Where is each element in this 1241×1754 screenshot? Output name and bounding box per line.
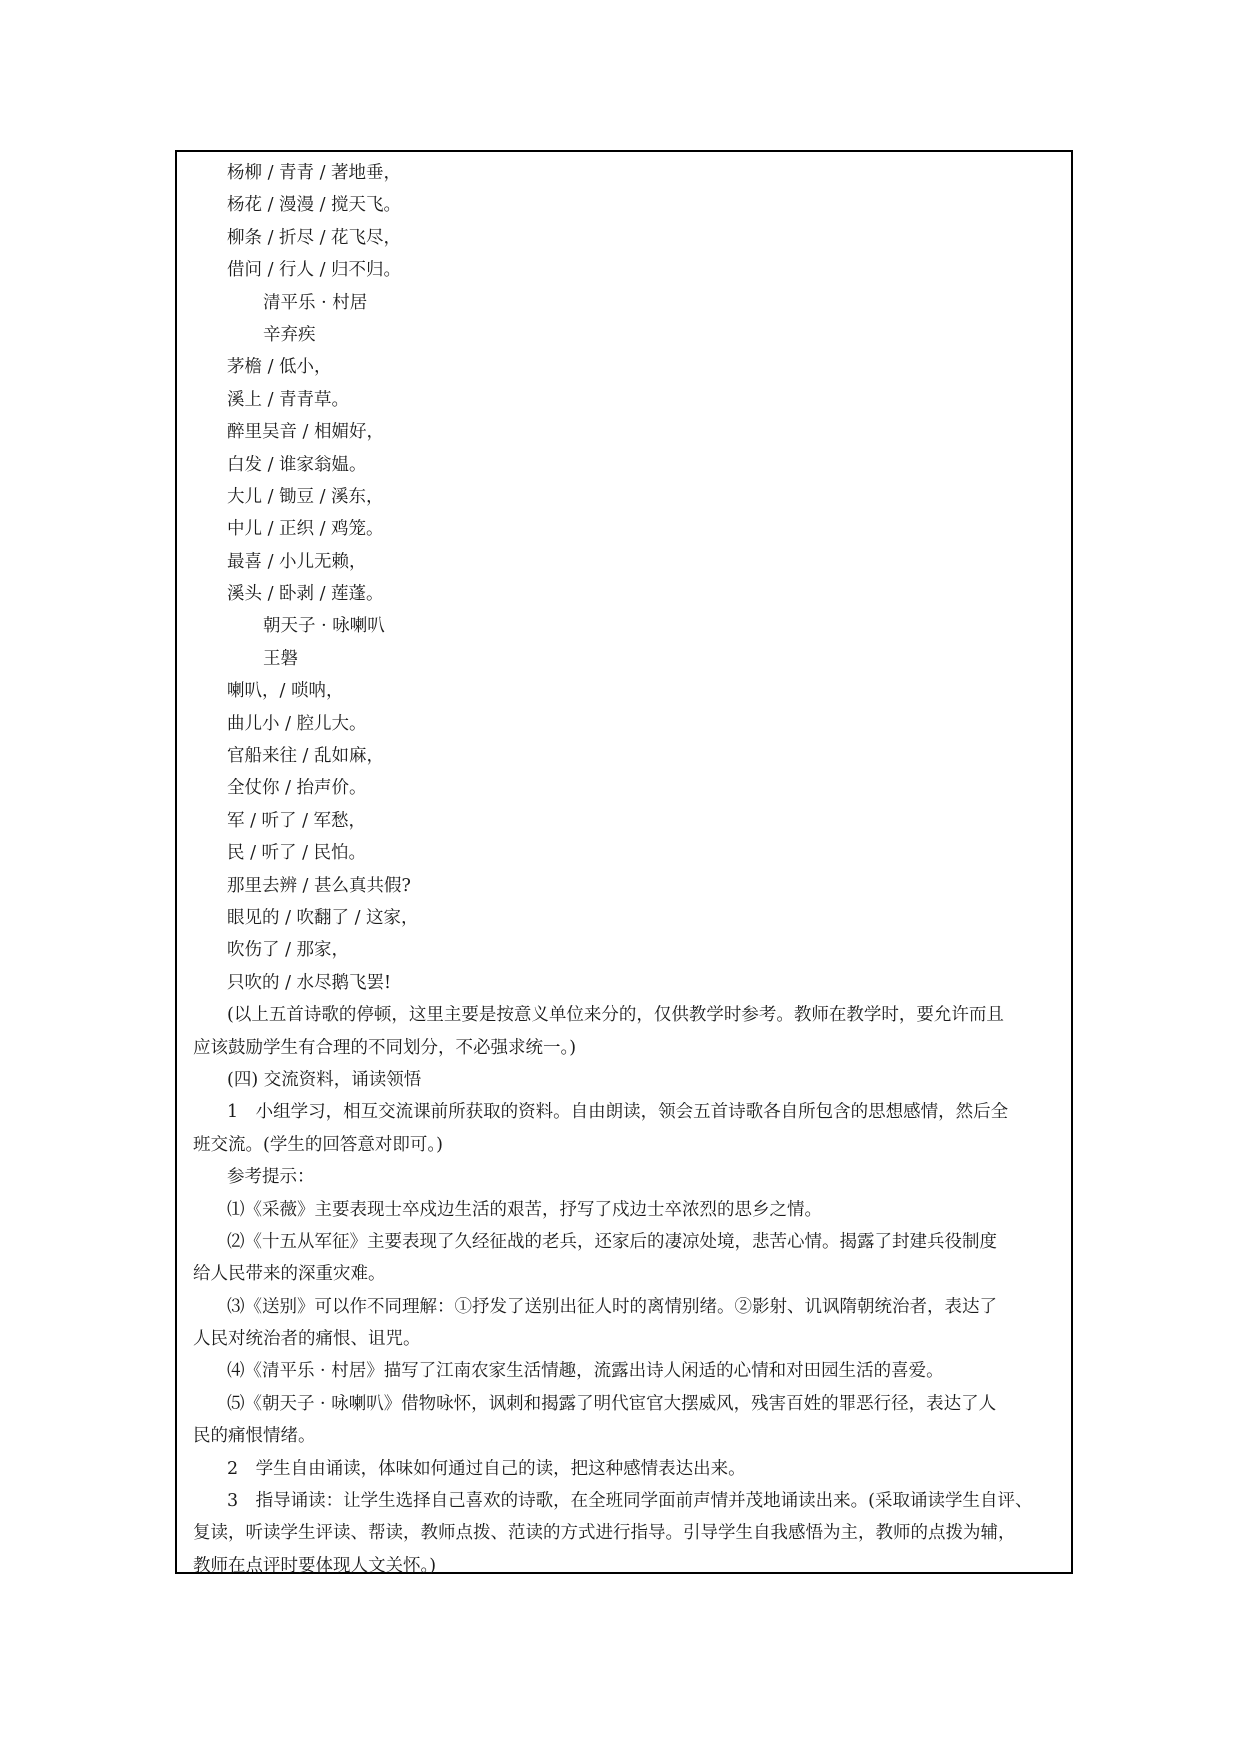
poem-line: 溪上 / 青青草。	[227, 389, 350, 410]
poem-line: 军 / 听了 / 军愁，	[227, 810, 367, 831]
poem-line: 杨柳 / 青青 / 著地垂，	[227, 163, 402, 183]
step-paragraph: 教师在点评时要体现人文关怀。)	[193, 1555, 437, 1576]
poem-line: 喇叭，/ 唢呐，	[227, 681, 344, 702]
poem-line: 溪头 / 卧剥 / 莲蓬。	[227, 584, 384, 605]
table-cell-frame	[175, 150, 1073, 1574]
hint-item: ⑸《朝天子 · 咏喇叭》借物咏怀，讽刺和揭露了明代宦官大摆威风，残害百姓的罪恶行径，表达了人	[227, 1393, 997, 1414]
hint-item: 民的痛恨情绪。	[193, 1426, 316, 1447]
note-paragraph: (以上五首诗歌的停顿，这里主要是按意义单位来分的，仅供教学时参考。教师在教学时，要允许而且	[227, 1005, 1004, 1026]
hint-item: ⑷《清平乐 · 村居》描写了江南农家生活情趣，流露出诗人闲适的心情和对田园生活的喜爱。	[227, 1361, 944, 1382]
note-paragraph: 应该鼓励学生有合理的不同划分，不必强求统一。)	[193, 1037, 577, 1058]
poem-line: 全仗你 / 抬声价。	[227, 778, 367, 799]
lesson-content	[193, 157, 1059, 1582]
poem-line: 白发 / 谁家翁媪。	[227, 454, 367, 475]
poem-title: 清平乐 · 村居	[263, 292, 368, 313]
step-paragraph: 班交流。(学生的回答意对即可。)	[193, 1134, 443, 1155]
poem-line: 曲儿小 / 腔儿大。	[227, 713, 367, 734]
poem-author: 辛弃疾	[263, 324, 316, 345]
poem-line: 大儿 / 锄豆 / 溪东，	[227, 486, 384, 507]
step-paragraph: 1 小组学习，相互交流课前所获取的资料。自由朗读，领会五首诗歌各自所包含的思想感情，然后全	[227, 1102, 1009, 1123]
step-paragraph: 复读，听读学生评读、帮读，教师点拨、范读的方式进行指导。引导学生自我感悟为主，教师的点拨为辅，	[193, 1523, 1016, 1544]
hint-item: ⑶《送别》可以作不同理解：①抒发了送别出征人时的离情别绪。②影射、讥讽隋朝统治者，表达了	[227, 1296, 997, 1317]
poem-line: 那里去辨 / 甚么真共假?	[227, 875, 411, 896]
poem-line: 柳条 / 折尽 / 花飞尽，	[227, 227, 402, 248]
step-paragraph: 3 指导诵读：让学生选择自己喜欢的诗歌，在全班同学面前声情并茂地诵读出来。(采取诵读学生自评、	[227, 1491, 1033, 1512]
poem-line: 眼见的 / 吹翻了 / 这家，	[227, 907, 419, 928]
poem-line: 只吹的 / 水尽鹅飞罢!	[227, 972, 392, 993]
poem-line: 吹伤了 / 那家，	[227, 940, 350, 961]
poem-author: 王磐	[263, 648, 298, 669]
poem-line: 官船来往 / 乱如麻，	[227, 746, 385, 767]
poem-title: 朝天子 · 咏喇叭	[263, 616, 385, 637]
poem-line: 醉里吴音 / 相媚好，	[227, 422, 385, 443]
step-paragraph: 2 学生自由诵读，体味如何通过自己的读，把这种感情表达出来。	[227, 1458, 746, 1479]
poem-line: 借问 / 行人 / 归不归。	[227, 260, 402, 281]
hint-label: 参考提示：	[227, 1167, 315, 1188]
poem-line: 杨花 / 漫漫 / 搅天飞。	[227, 195, 402, 216]
hint-item: ⑵《十五从军征》主要表现了久经征战的老兵，还家后的凄凉处境，悲苦心情。揭露了封建兵役制度	[227, 1231, 997, 1252]
hint-item: 人民对统治者的痛恨、诅咒。	[193, 1329, 421, 1350]
hint-item: 给人民带来的深重灾难。	[193, 1264, 386, 1285]
poem-line: 民 / 听了 / 民怕。	[227, 843, 367, 864]
hint-item: ⑴《采薇》主要表现士卒戍边生活的艰苦，抒写了戍边士卒浓烈的思乡之情。	[227, 1199, 822, 1220]
poem-line: 茅檐 / 低小，	[227, 357, 332, 378]
section-heading: (四) 交流资料，诵读领悟	[227, 1069, 422, 1090]
poem-line: 中儿 / 正织 / 鸡笼。	[227, 519, 384, 540]
poem-line: 最喜 / 小儿无赖，	[227, 551, 367, 572]
